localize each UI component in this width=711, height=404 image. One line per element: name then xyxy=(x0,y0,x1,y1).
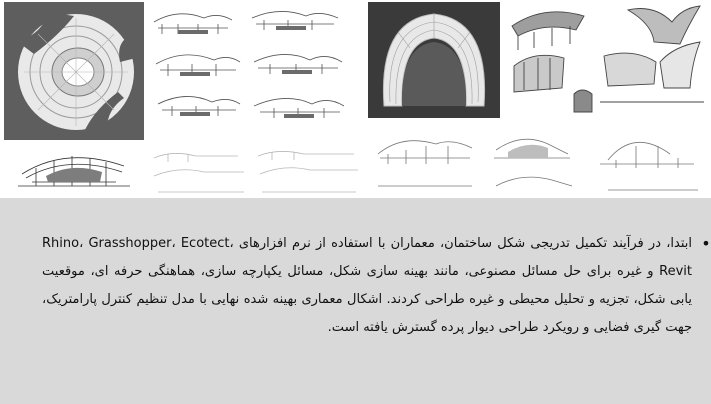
roof-section-sketch-grid xyxy=(148,2,360,142)
building-elevation-sketches xyxy=(372,124,708,198)
radial-roof-plan-render xyxy=(4,2,144,140)
dome-plan-render xyxy=(368,2,500,118)
wing-roof-renders xyxy=(504,2,709,120)
bullet-marker: • xyxy=(701,234,711,253)
bullet-item xyxy=(42,230,711,342)
faded-elevation-sketches xyxy=(148,142,368,198)
image-gallery xyxy=(0,0,711,198)
perspective-model-view xyxy=(6,142,144,198)
text-panel xyxy=(0,198,711,404)
body-paragraph: ابتدا، در فرآیند تکمیل تدریجی شکل ساختمان، معماران با استفاده از نرم افزارهای Rhino، Grasshopper، Ecotect، Revit و غیره برای حل مسائل مصنوعی، مانند بهینه سازی شکل، مسائل یکپارچه سازی، هماهنگی حرفه ای، موقعیت یابی شکل، تجزیه و تحلیل محیطی و غیره طراحی کردند. اشکال معماری بهینه شده نهایی با مدل تنظیم کنترل پارامتریک، جهت گیری فضایی و رویکرد طراحی دیوار پرده گسترش یافته است. xyxy=(42,236,692,335)
